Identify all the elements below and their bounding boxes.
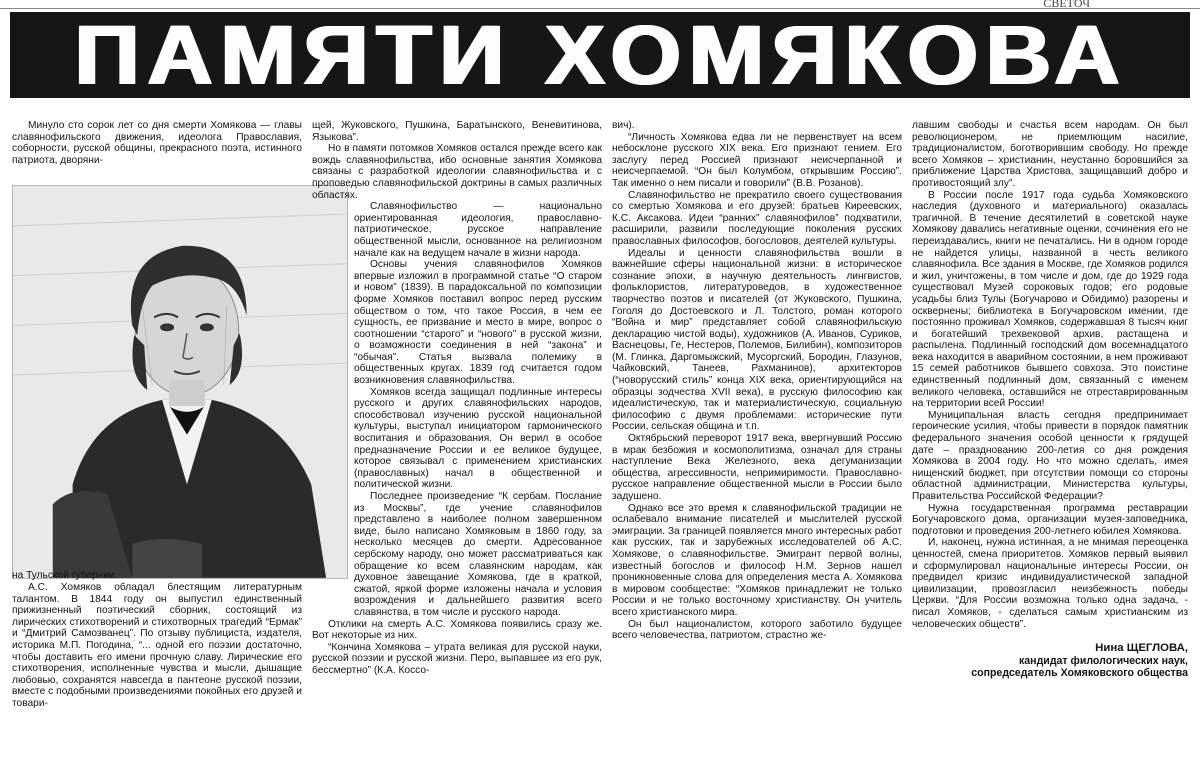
paragraph: Славянофильство — национально ориентированная идеология, православно-патриотическое, русское направление общественной мысли, основанное на религиозном начале как на ведущем начале в жизни народа. — [354, 201, 602, 259]
author-title: кандидат филологических наук, — [1018, 654, 1188, 667]
page-title: ПАМЯТИ ХОМЯКОВА — [73, 8, 1127, 102]
paragraph: Однако все это время к славянофильской традиции не ослабевало внимание писателей и мыслителей русской эмиграции. За границей появляется много интересных работ как русских, так и зарубежных исследователей об А.С. Хомякове, о славянофильстве. Эмигрант первой волны, известный богослов и философ Н.М. Зернов нашел проникновенные слова для определения места А. Хомякова в мировом сообществе: “Хомяков принадлежит не только России и не только восточному христианству. Он учитель всего христианского мира. — [612, 502, 902, 618]
author-affiliation: сопредседатель Хомяковского общества — [971, 666, 1188, 679]
paragraph: Нужна государственная программа реставрации Богучаровского дома, организации музея-заповедника, подготовки и проведения 200-летнего юбилея Хомякова. — [912, 502, 1188, 537]
paragraph: Основы учения славянофилов Хомяков впервые изложил в программной статье “О старом и новом” (1839). В парадоксальной по композиции форме Хомяков поставил вопрос перед русским обществом о том, что такое Россия, в чем ее сущность, ее призвание и место в мире, вопрос о соотношении “старого” и “нового” в русской жизни, о возможности соединения в ней “закона” и “обычая”. Статья вызвала полемику в общественных кругах. 1839 год считается годом возникновения славянофильства. — [354, 259, 602, 387]
author-byline — [912, 642, 1188, 679]
paragraph: вич). — [612, 120, 635, 131]
paragraph: Идеалы и ценности славянофильства вошли в важнейшие сферы национальной жизни: в историческое сознание эпохи, в научную деятельность лингвистов, фольклористов, литературоведов, в художественное творчество поэтов и писателей (от Жуковского, Пушкина, Гоголя до Достоевского и Л. Толстого, роман которого “Война и мир” представляет собой славянофильскую декларацию чистой воды), художников (А. Иванов, Суриков, Васнецовы, Ге, Нестеров, Полемов, Билибин), композиторов (М. Глинка, Даргомыжский, Мусоргский, Бородин, Глазунов, Чайковский, Танеев, Рахманинов), архитекторов (“новорусский стиль” конца XIX века, ориентирующийся на образцы зодчества XVII века), в русскую философию как идеалистическую, так и материалистическую, социальную философию с двумя проблемами: исторические пути России, сельская община и т.п. — [612, 247, 902, 433]
paragraph: на Тульской губернии. — [12, 570, 118, 582]
column-3 — [612, 120, 902, 642]
paragraph: А.С. Хомяков обладал блестящим литературным талантом. В 1844 году он выпустил единственный прижизненный поэтический сборник, состоящий из лирических стихотворений и стихотворных трагедий “Ермак” и “Дмитрий Самозванец”. По отзыву публициста, издателя, историка М.П. Погодина, “... одной его поэзии достаточно, чтобы доставить его имени прочную славу. Лирические его стихотворения, исполненные чувства и мысли, дышащие любовью, сохранятся навсегда в пантеоне русской поэзии, вместе с подобными произведениями покойных его друзей и товари- — [12, 581, 302, 709]
portrait-spacer — [12, 166, 302, 570]
paragraph: Славянофильство не прекратило своего существования со смертью Хомякова и его друзей: братьев Киреевских, К.С. Аксакова. Идеи “ранних” славянофилов” подхватили, расширили, развили последующие поколения русских православных философов, богословов, деятелей культуры. — [612, 189, 902, 247]
article-body — [12, 120, 1188, 760]
column-4 — [912, 120, 1188, 679]
headline-band — [10, 8, 1190, 102]
column-2 — [312, 120, 602, 677]
paragraph: И, наконец, нужна истинная, а не мнимая переоценка ценностей, смена приоритетов. Хомяков первый выявил и сформулировал национальные интересы России, он предвидел кризис индивидуалистической западной цивилизации, провозгласил неизбежность победы Церкви. “Для России возможна только одна задача, - писал Хомяков, - сделаться самым христианским из человеческих обществ”. — [912, 537, 1188, 630]
paragraph: лавшим свободы и счастья всем народам. Он был революционером, не приемлющим насилие, традиционалистом, боготворившим свободу. Но прежде всего Хомяков – христианин, неустанно боровшийся за приближение Царства Христова, защищавший добро и противостоящий злу”. — [912, 120, 1188, 189]
paragraph: Отклики на смерть А.С. Хомякова появились сразу же. Вот некоторые из них. — [312, 618, 602, 642]
text-beside-portrait — [312, 201, 602, 618]
column-1 — [12, 120, 302, 710]
paragraph: Последнее произведение “К сербам. Послание из Москвы”, где учение славянофилов представлено в наиболее полном завершенном виде, было написано Хомяковым в 1860 году, за несколько месяцев до смерти. Адресованное сербскому народу, оно может рассматриваться как обращение ко всем славянским народам, как духовное завещание Хомякова, где в краткой, сжатой, яркой форме изложены начала и условия возрождения и дальнейшего развития всего славянства, в том числе и русского народа. — [354, 491, 602, 618]
paragraph: Он был националистом, которого заботило будущее всего человечества, патриотом, страстно же- — [612, 618, 902, 642]
masthead-fragment: СВЕТОЧ — [1043, 0, 1090, 10]
paragraph: В России после 1917 года судьба Хомяковского наследия (духовного и материального) оказалась трагичной. В течение десятилетий в советской науке Хомякову давались негативные оценки, сочинения его не переиздавались, книги не печатались. Ни в одном городе не найдется улицы, названной в честь великого славянофила. Все здания в Москве, где Хомяков родился и жил, уничтожены, в том числе и дом, где до 1929 года существовал Музей сороковых годов; его родовые усадьбы близ Тулы (Богучарово и Обидимо) разорены и осквернены; библиотека в Богучаровском имении, где постоянно проживал Хомяков, содержавшая 8 тысяч книг и богатейший трехвековой архив, растащена и распылена. Подлинный господский дом восемнадцатого века находится в аварийном состоянии, в нем проживают 15 семей работников бывшего совхоза. Это поистине единственный подлинный дом, связанный с именем великого человека, оставшийся не отреставрированным на территории всей России! — [912, 189, 1188, 410]
paragraph: Минуло сто сорок лет со дня смерти Хомякова — главы славянофильского движения, идеолога Православия, соборности, русской общины, прекрасного поэта, истинного патриота, дворяни- — [12, 120, 302, 166]
paragraph: Муниципальная власть сегодня предпринимает героические усилия, чтобы привести в порядок памятник федерального значения особой ценности к грядущей дате – празднованию 200-летия со дня рождения Хомякова в 2004 году. Но что можно сделать, имея нищенский бюджет, при отсутствии помощи со стороны областной администрации, Министерства культуры, Правительства Российской Федерации? — [912, 409, 1188, 502]
paragraph: Хомяков всегда защищал подлинные интересы русского и других славянофильских народов, способствовал изучению русской национальной культуры, выступал инициатором гармонического воспитания и образования. Он верил в особое предназначение России и ее великое будущее, которое связывал с применением христианских (православных) начал в общественной и политической жизни. — [354, 386, 602, 491]
paragraph: “Кончина Хомякова – утрата великая для русской науки, русской поэзии и русской жизни. Перо, выпавшее из его рук, бессмертно” (К.А. Коссо- — [312, 641, 602, 676]
paragraph: Октябрьский переворот 1917 века, ввергнувший Россию в мрак безбожия и космополитизма, означал для страны наступление Века Железного, века дегуманизации общества, агрессивности, непримиримости. Православно-русское направление общественной мысли в России было задушено. — [612, 433, 902, 502]
paragraph: “Личность Хомякова едва ли не первенствует на всем небосклоне русского XIX века. Его признают гением. Его заслугу перед Россией признают неисчерпанной и неисчерпаемой. “Он был Колумбом, открывшим Россию”. Так именно о нем писали и говорили” (В.В. Розанов). — [612, 131, 902, 189]
paragraph: щей, Жуковского, Пушкина, Баратынского, Веневитинова, Языкова”. — [312, 120, 602, 143]
paragraph: Но в памяти потомков Хомяков остался прежде всего как вождь славянофильства, ибо основные занятия Хомякова связаны с разработкой идеологии славянофильства и с проповедью славянофильской доктрины в самых различных областях. — [312, 143, 602, 201]
author-name: Нина ЩЕГЛОВА, — [1095, 642, 1188, 655]
